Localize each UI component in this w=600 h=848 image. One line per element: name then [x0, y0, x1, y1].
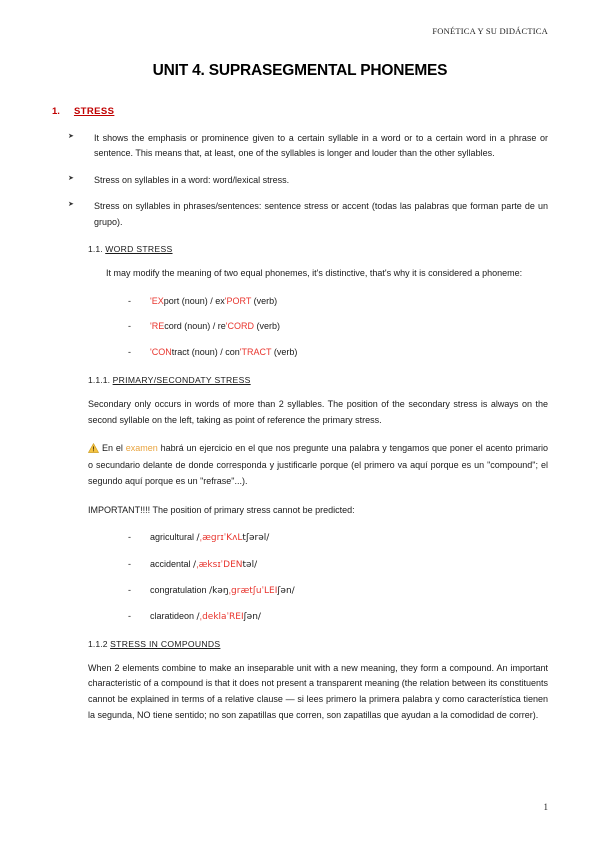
secondary-stress-mark: ˌ — [199, 612, 203, 623]
section-label: STRESS — [73, 106, 115, 117]
secondary-stress-paragraph: Secondary only occurs in words of more than 2 syllables. The position of the secondary stress is always on the second syllable on the left, taking as point of reference the primary stress. — [88, 399, 548, 425]
list-item — [128, 530, 548, 545]
ipa-tail: təl/ — [242, 559, 258, 570]
list-item — [128, 609, 548, 624]
word-stress-intro: It may modify the meaning of two equal phonemes, it's distinctive, that's why it is considered a phoneme: — [106, 268, 523, 279]
list-item — [128, 294, 548, 308]
word-stress-block — [52, 244, 548, 723]
running-head: FONÉTICA Y SU DIDÁCTICA — [432, 26, 548, 36]
transcription-list — [88, 530, 548, 625]
ipa-transcription — [197, 533, 270, 543]
list-item: ➤ Stress on syllables in phrases/sentences: sentence stress or accent (todas las palabras que forman parte de un grupo). — [68, 199, 548, 230]
ipa-open: /kəŋ — [209, 585, 229, 596]
primary-stress-mark: ˈ — [223, 533, 227, 544]
warning-text-after: habrá un ejercicio en el que nos pregunte una palabra y tengamos que poner el acento primario o secundario delante de donde corresponda y justificarle porque (el primero va aquí porque es un "compound"; el segundo aquí porque es un "refrase"...). — [88, 443, 548, 486]
exam-warning-paragraph — [88, 440, 548, 488]
ipa-open: / — [196, 612, 200, 623]
ipa-tail: tʃərəl/ — [242, 533, 270, 544]
noun-rest: tract (noun) / con — [171, 346, 240, 357]
secondary-stress-mark: ˌ — [228, 585, 232, 596]
stress-bullet-list — [52, 131, 548, 230]
list-item — [128, 583, 548, 598]
warning-triangle-icon — [88, 442, 99, 452]
primary-syllable: REI — [229, 612, 244, 623]
noun-stress-mark: 'CON — [150, 346, 172, 357]
important-note: IMPORTANT!!!! The position of primary stress cannot be predicted: — [88, 504, 355, 515]
ipa-tail: ʃən/ — [277, 585, 295, 596]
verb-stress-mark: 'CORD — [225, 321, 254, 332]
ipa-open: / — [193, 559, 197, 570]
subsection-label: WORD STRESS — [105, 244, 173, 255]
example-word: congratulation — [150, 584, 207, 595]
noun-stress-mark: 'RE — [150, 321, 165, 332]
list-item: ➤ It shows the emphasis or prominence given to a certain syllable in a word or to a certain word in a phrase or sentence. This means that, at least, one of the syllables is longer and louder than the other syllables. — [68, 131, 548, 162]
secondary-syllable: grætʃu — [231, 585, 262, 596]
secondary-stress-mark: ˌ — [199, 533, 203, 544]
section-heading-stress-compounds — [88, 639, 548, 649]
secondary-syllable: æksɪ — [198, 559, 221, 570]
primary-stress-mark: ˈ — [261, 585, 265, 596]
noun-stress-mark: 'EX — [150, 296, 164, 306]
warning-text-before: En el — [102, 443, 126, 454]
list-item — [128, 557, 548, 572]
verb-rest: (verb) — [251, 296, 278, 306]
ipa-tail: ʃən/ — [243, 612, 261, 623]
ipa-transcription — [209, 586, 295, 596]
subsubsection-label: STRESS IN COMPOUNDS — [110, 638, 221, 649]
ipa-transcription — [197, 612, 261, 622]
secondary-syllable: dekla — [202, 612, 227, 623]
subsubsection-number: 1.1.1. — [88, 375, 111, 386]
primary-syllable: DEN — [223, 559, 243, 570]
noun-rest: port (noun) / ex — [163, 296, 225, 306]
list-item — [128, 319, 548, 333]
verb-rest: (verb) — [253, 321, 280, 332]
minimal-pair-list — [88, 294, 548, 359]
example-word: claratideon — [150, 611, 195, 622]
primary-stress-mark: ˈ — [226, 612, 230, 623]
verb-stress-mark: 'PORT — [224, 296, 252, 306]
verb-stress-mark: 'TRACT — [239, 346, 272, 357]
list-item: ➤ Stress on syllables in a word: word/lexical stress. — [68, 173, 548, 188]
verb-rest: (verb) — [271, 346, 298, 357]
subsection-number: 1.1. — [88, 244, 103, 255]
subsubsection-number: 1.1.2 — [88, 638, 108, 649]
primary-stress-mark: ˈ — [220, 559, 224, 570]
list-item — [128, 345, 548, 359]
section-heading-word-stress — [88, 244, 548, 254]
section-heading-stress — [52, 106, 548, 117]
primary-syllable: LEI — [264, 585, 278, 596]
subsubsection-label: PRIMARY/SECONDATY STRESS — [112, 375, 251, 386]
ipa-transcription — [193, 560, 257, 570]
secondary-syllable: ægrɪ — [202, 533, 224, 544]
warning-highlight-examen: examen — [125, 443, 158, 454]
compounds-paragraph: When 2 elements combine to make an inseparable unit with a new meaning, they form a compound. An important characteristic of a compound is that it does not present a transparent meaning (the relation between its constituents cannot be explained in terms of a relative clause — si lees primero la primera palabra y como característica tienen la segunda, NO tiene sentido; no son zapatillas que corren, son zapatillas que ayudan a la comodidad de correr). — [88, 662, 548, 720]
example-word: agricultural — [150, 532, 195, 543]
section-heading-primary-secondary — [88, 375, 548, 385]
primary-syllable: KʌL — [226, 533, 243, 544]
page-number: 1 — [543, 802, 548, 812]
page-title: UNIT 4. SUPRASEGMENTAL PHONEMES — [152, 62, 448, 79]
section-number: 1. — [52, 106, 60, 117]
secondary-stress-mark: ˌ — [196, 559, 199, 570]
noun-rest: cord (noun) / re — [164, 321, 226, 332]
ipa-open: / — [196, 533, 200, 544]
example-word: accidental — [150, 558, 191, 569]
